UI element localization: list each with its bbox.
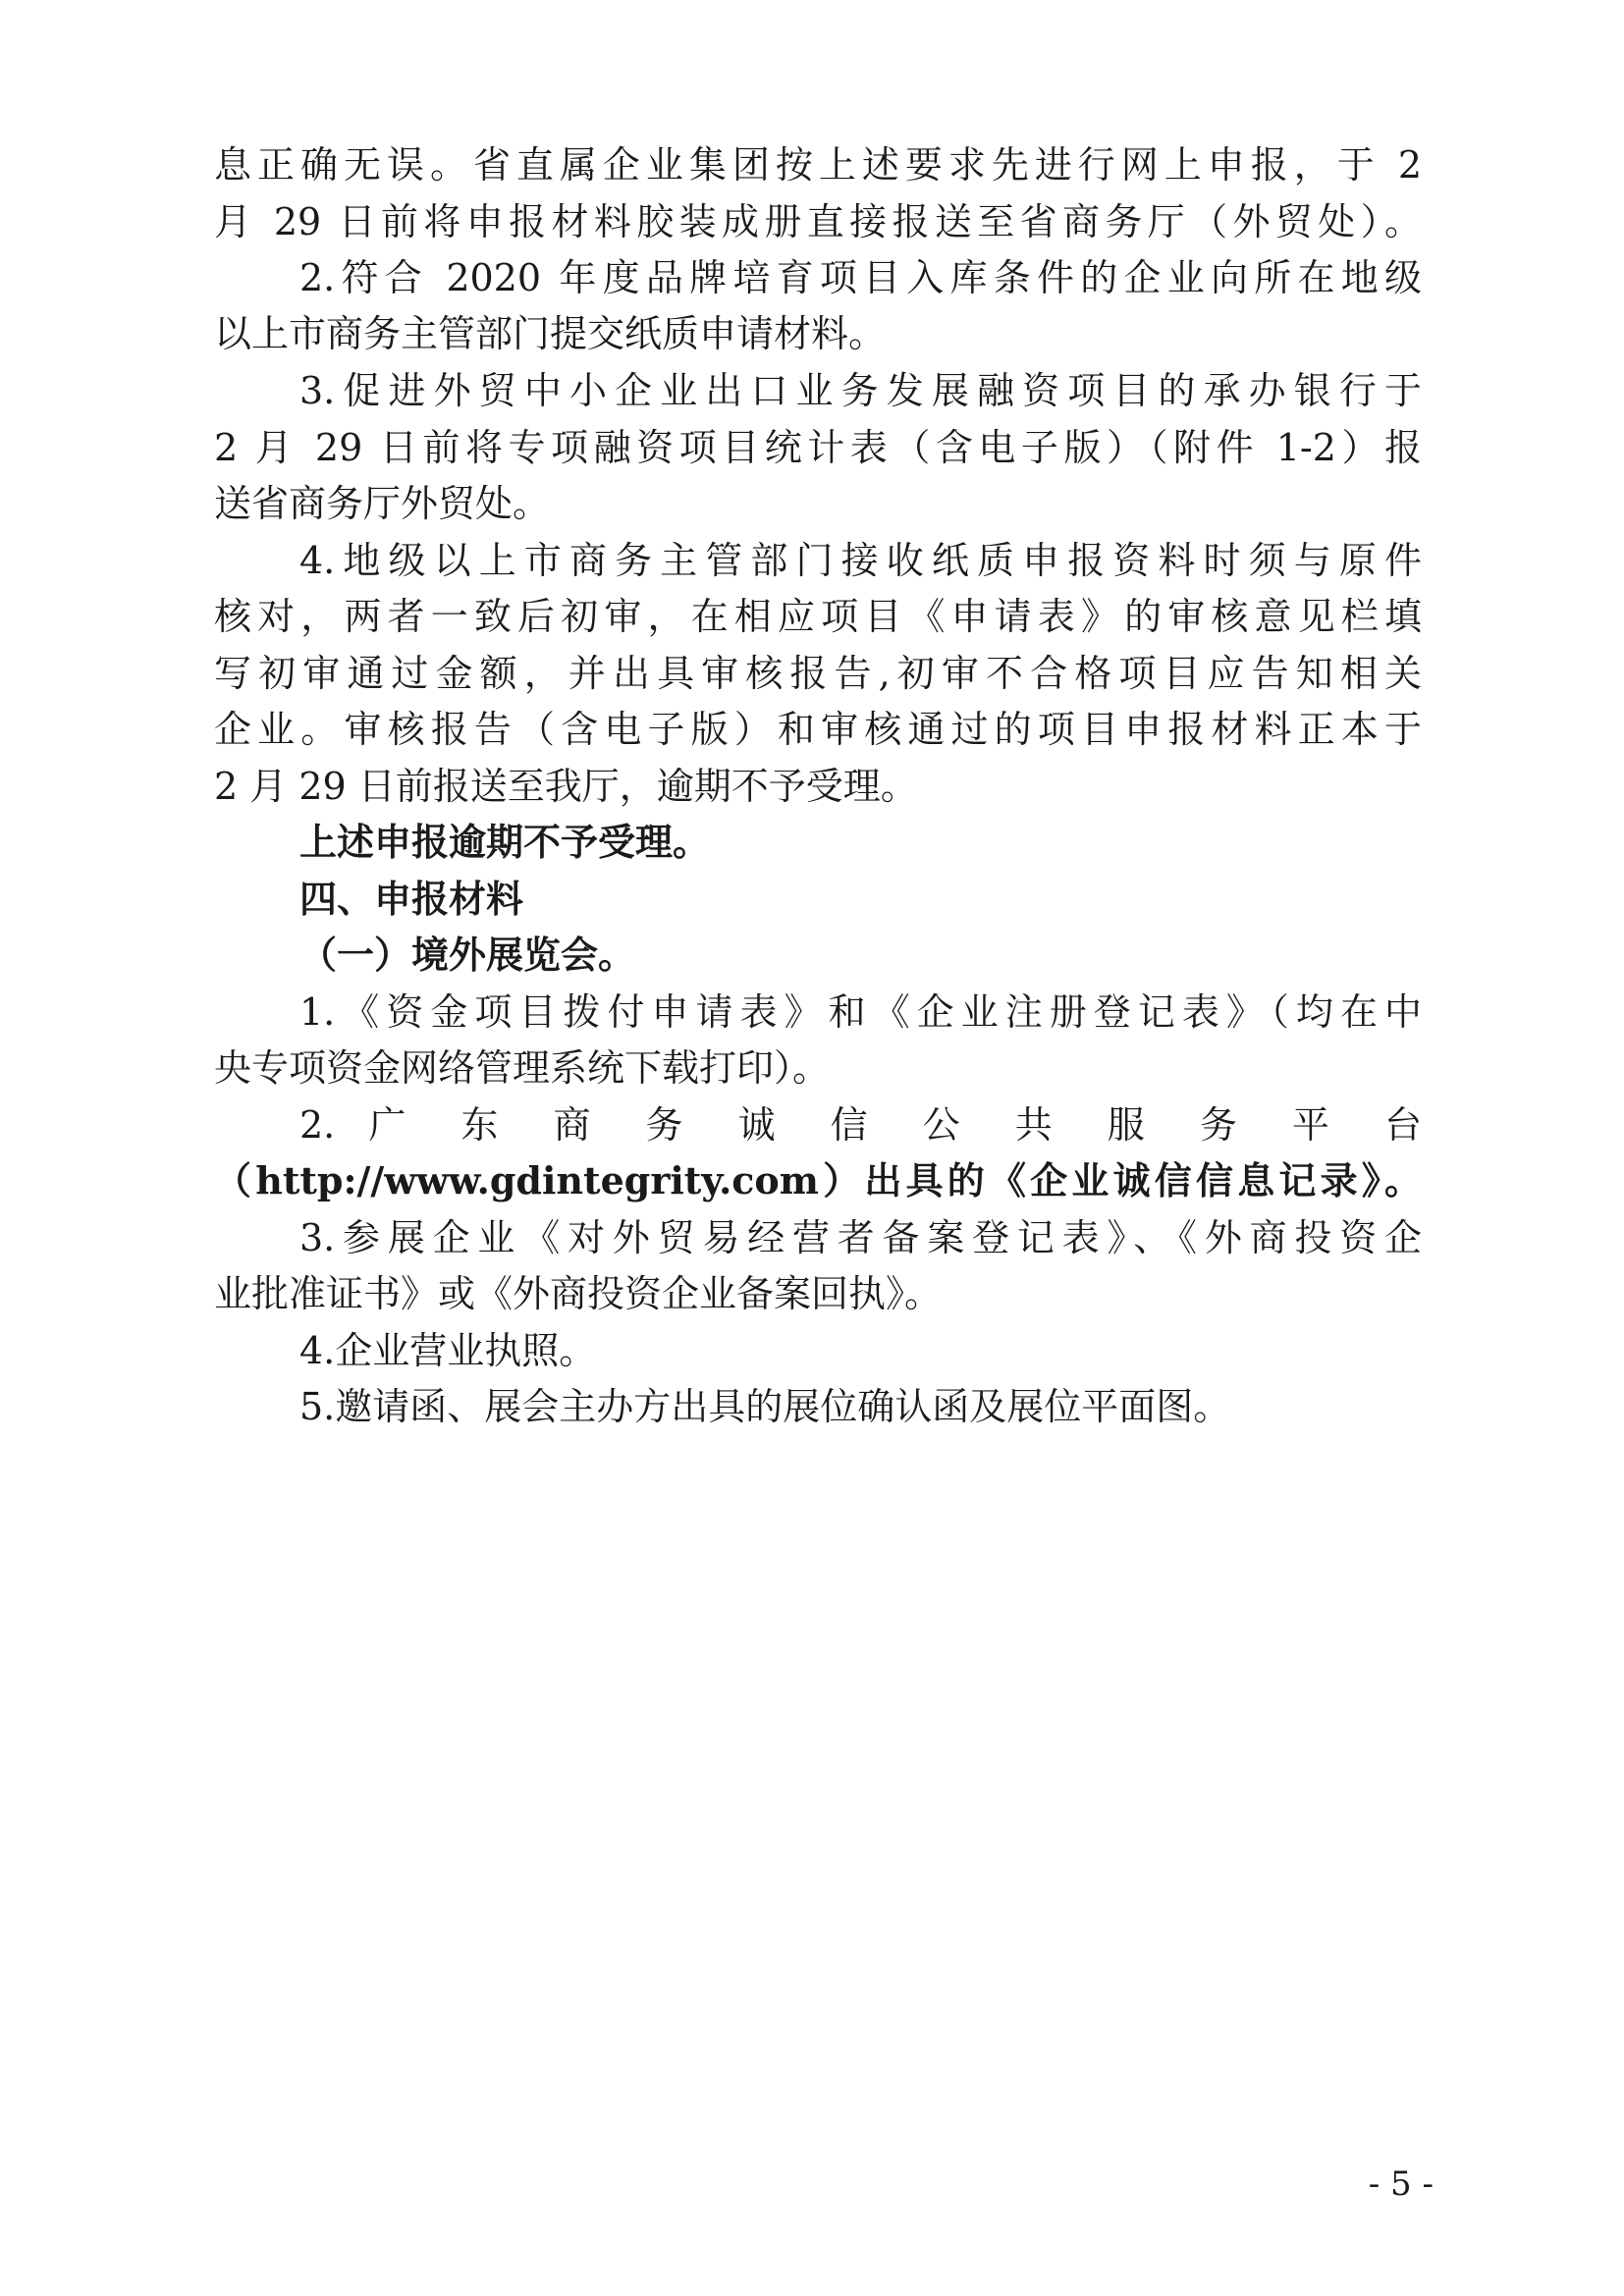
body-line-9: 核对，两者一致后初审，在相应项目《申请表》的审核意见栏填 [214, 595, 1422, 638]
body-line-20: 3.参展企业《对外贸易经营者备案登记表》、《外商投资企 [299, 1216, 1422, 1259]
body-line-5: 3.促进外贸中小企业出口业务发展融资项目的承办银行于 [299, 369, 1422, 412]
page-number: - 5 - [1368, 2164, 1434, 2204]
body-line-17: 央专项资金网络管理系统下载打印）。 [214, 1046, 831, 1090]
body-line-22: 4.企业营业执照。 [299, 1329, 597, 1372]
body-line-21: 业批准证书》或《外商投资企业备案回执》。 [214, 1272, 943, 1315]
body-line-3: 2.符合 2020 年度品牌培育项目入库条件的企业向所在地级 [299, 256, 1422, 299]
body-line-7: 送省商务厅外贸处。 [214, 482, 551, 525]
body-line-18: 2. 广 东 商 务 诚 信 公 共 服 务 平 台 [299, 1103, 1422, 1147]
bold-statement: 上述申报逾期不予受理。 [299, 820, 711, 864]
body-line-1: 息正确无误。省直属企业集团按上述要求先进行网上申报，于 2 [214, 143, 1422, 187]
body-line-11: 企业。审核报告（含电子版）和审核通过的项目申报材料正本于 [214, 708, 1422, 751]
subsection-heading: （一）境外展览会。 [299, 933, 636, 977]
body-line-2: 月 29 日前将申报材料胶装成册直接报送至省商务厅（外贸处）。 [214, 200, 1422, 243]
body-line-16: 1.《资金项目拨付申请表》和《企业注册登记表》（均在中 [299, 990, 1422, 1034]
body-line-8: 4.地级以上市商务主管部门接收纸质申报资料时须与原件 [299, 539, 1422, 582]
body-line-10: 写初审通过金额，并出具审核报告,初审不合格项目应告知相关 [214, 652, 1422, 695]
body-line-4: 以上市商务主管部门提交纸质申请材料。 [214, 312, 887, 355]
body-line-19: （http://www.gdintegrity.com）出具的《企业诚信信息记录》。 [214, 1158, 1422, 1202]
body-line-23: 5.邀请函、展会主办方出具的展位确认函及展位平面图。 [299, 1385, 1231, 1428]
body-line-12: 2 月 29 日前报送至我厅，逾期不予受理。 [214, 765, 918, 808]
section-heading: 四、申报材料 [299, 877, 524, 921]
body-line-6: 2 月 29 日前将专项融资项目统计表（含电子版）（附件 1-2）报 [214, 426, 1422, 469]
